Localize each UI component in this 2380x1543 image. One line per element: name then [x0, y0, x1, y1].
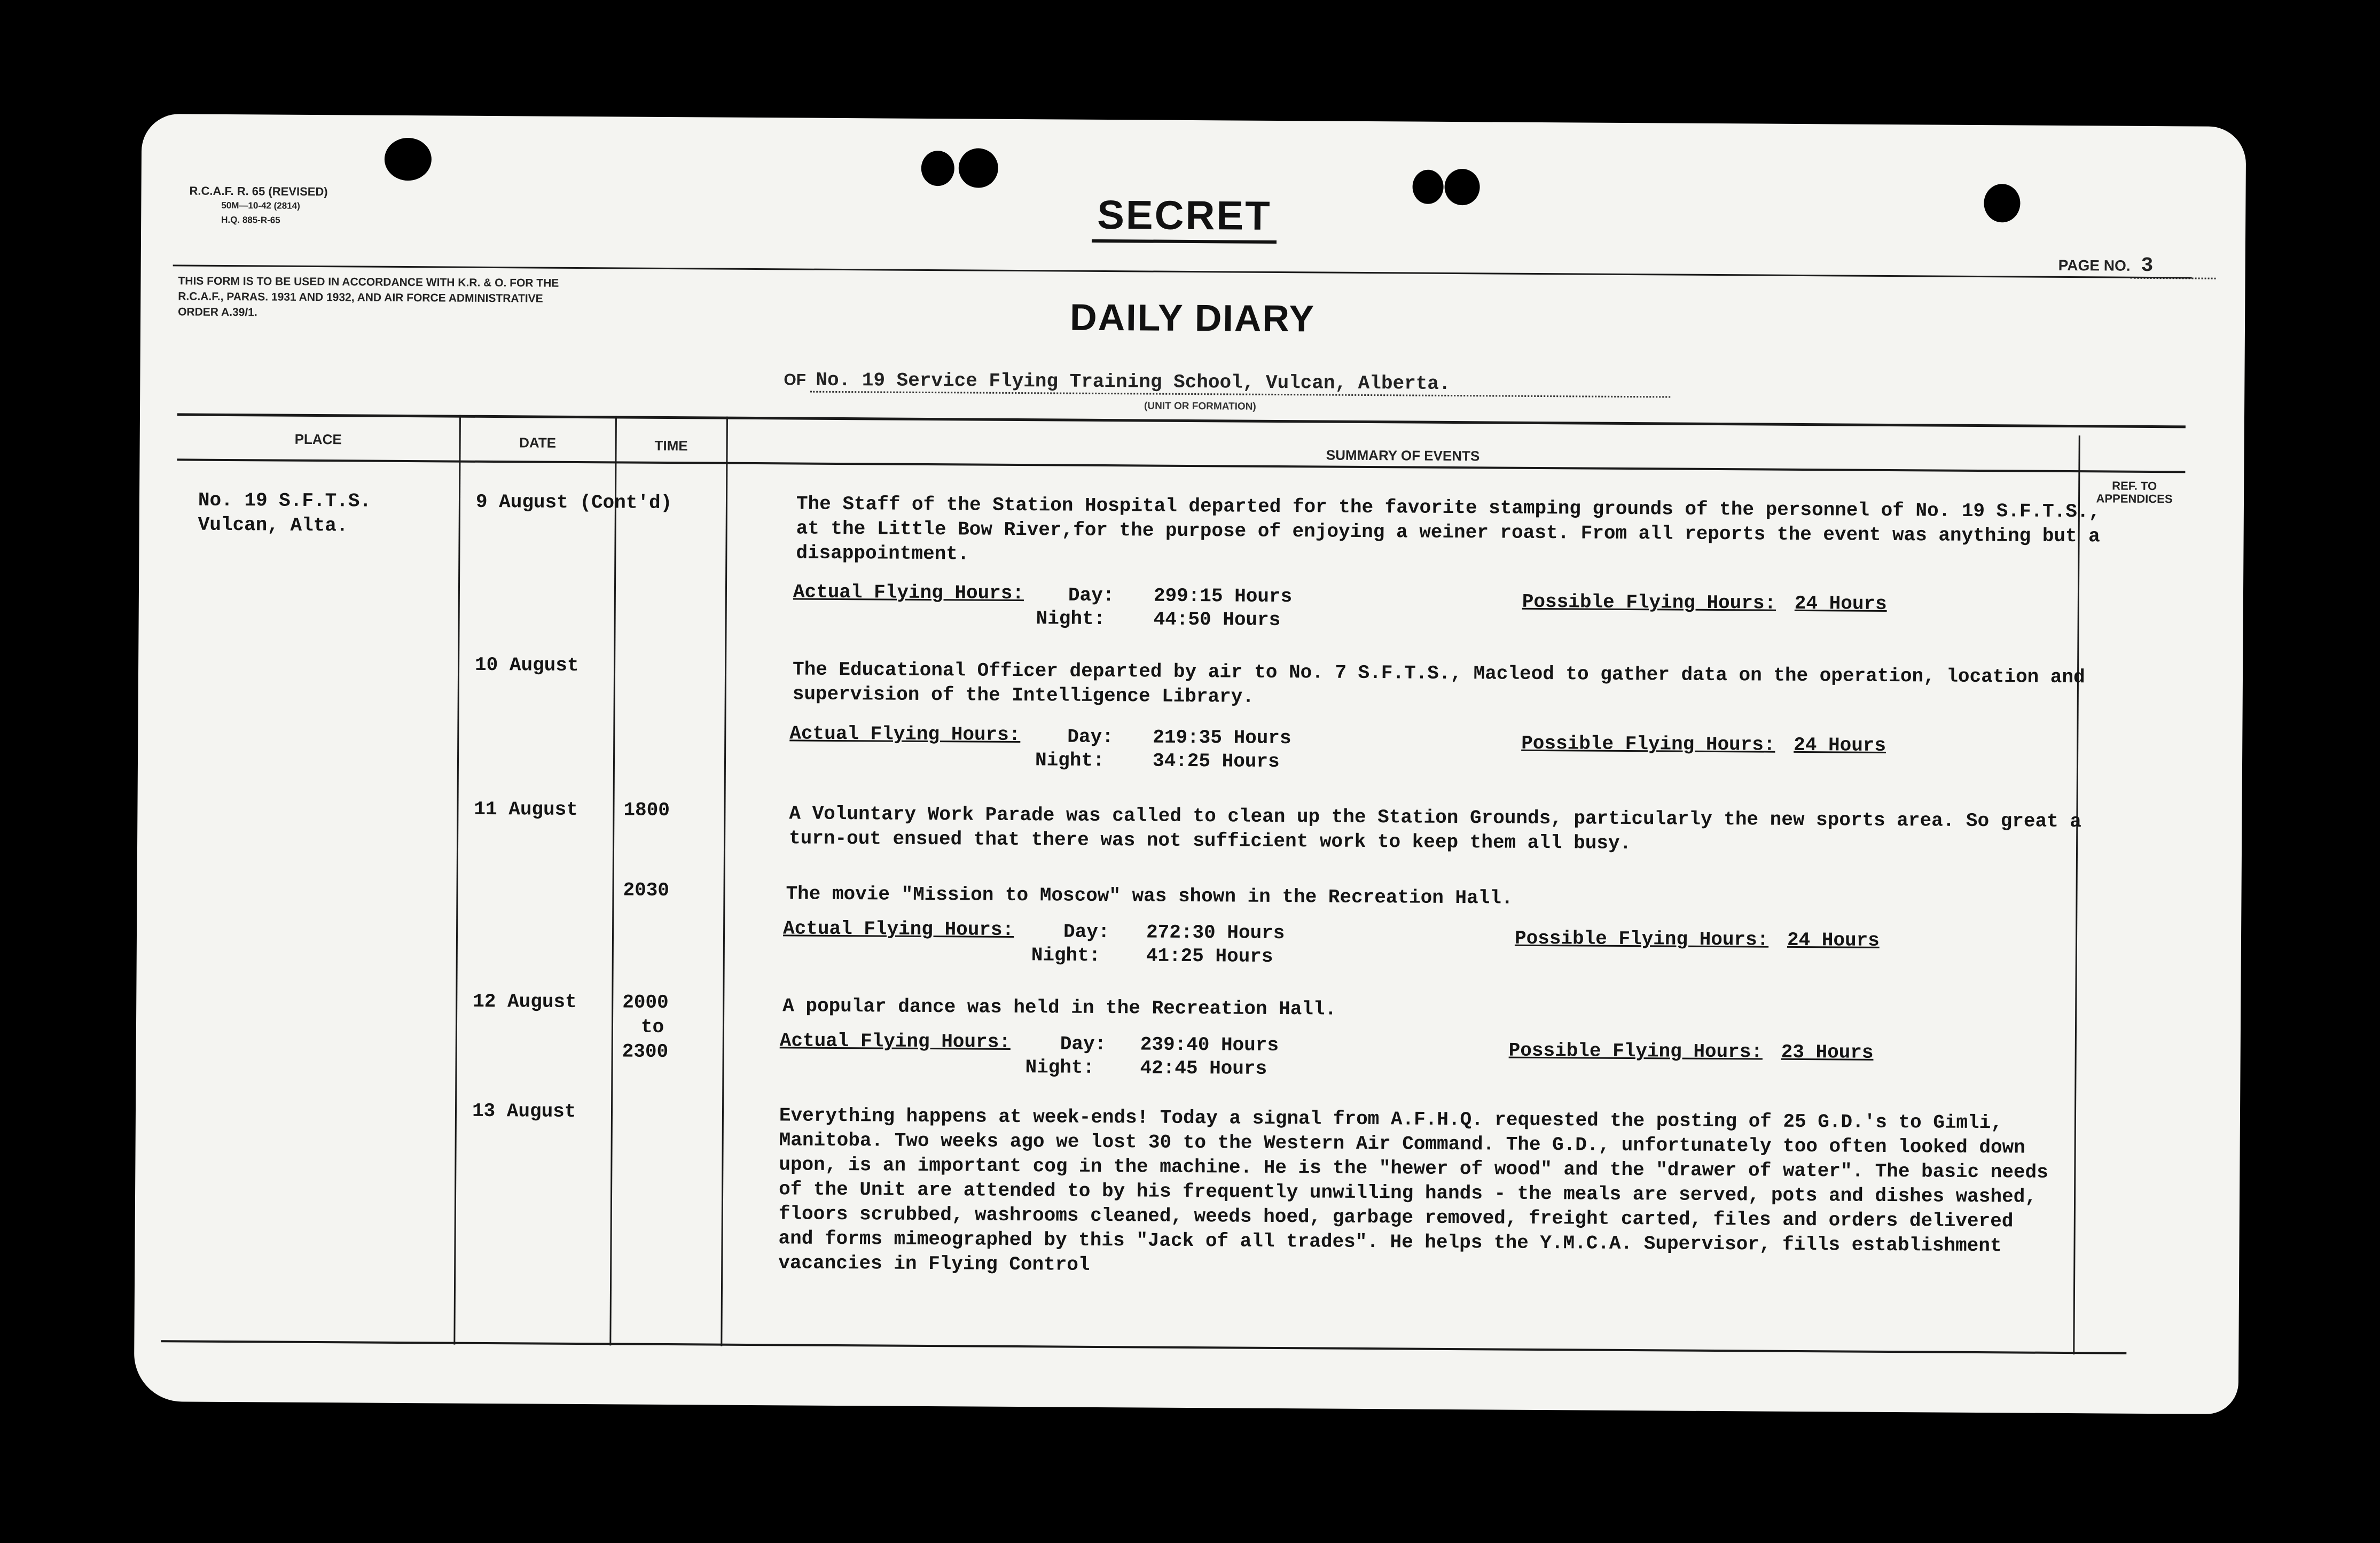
col-divider-date: [609, 416, 617, 1345]
actual-hours-label: Actual Flying Hours:: [782, 917, 1014, 941]
header-ref: REF. TO APPENDICES: [2096, 479, 2173, 506]
page-number-value: 3: [2130, 254, 2215, 279]
possible-hours: 23 Hours: [1781, 1041, 1874, 1064]
entry-work-parade: A Voluntary Work Parade was called to clean up the Station Grounds, particularly the new sports area. So great a turn-out ensued that there was not sufficient work to keep them all busy.: [789, 802, 2082, 855]
form-print-run: 50M—10-42 (2814): [221, 200, 300, 211]
header-date: DATE: [519, 434, 557, 451]
header-summary: SUMMARY OF EVENTS: [1326, 447, 1480, 464]
of-label: OF: [784, 371, 807, 389]
day-hours: 272:30 Hours: [1146, 921, 1285, 945]
place-line1: No. 19 S.F.T.S.: [198, 489, 372, 512]
night-hours: 34:25 Hours: [1152, 750, 1280, 773]
time-2030: 2030: [623, 879, 670, 902]
unit-caption: (UNIT OR FORMATION): [1144, 400, 1256, 412]
unit-name: No. 19 Service Flying Training School, Vulcan, Alberta.: [810, 369, 1670, 398]
date-11-august: 11 August: [474, 798, 578, 821]
form-hq-ref: H.Q. 885-R-65: [221, 214, 280, 225]
date-13-august: 13 August: [472, 1100, 576, 1123]
date-9-august: 9 August (Cont'd): [475, 490, 672, 515]
day-label: Day:: [1060, 1033, 1107, 1056]
night-hours: 41:25 Hours: [1146, 945, 1273, 968]
night-label: Night:: [1036, 607, 1106, 630]
entry-dance: A popular dance was held in the Recreation Hall.: [782, 995, 1337, 1020]
time-2000: 2000: [622, 991, 669, 1014]
night-label: Night:: [1025, 1056, 1095, 1079]
day-label: Day:: [1067, 726, 1114, 749]
date-12-august: 12 August: [473, 990, 577, 1013]
punch-hole: [959, 148, 998, 188]
punch-hole: [1444, 169, 1479, 205]
possible-hours-label: Possible Flying Hours:: [1522, 590, 1776, 614]
entry-general-duties: Everything happens at week-ends! Today a signal from A.F.H.Q. requested the posting of 25 G.D.'s to Gimli, Manitoba. Two weeks ago we lost 30 to the Western Air Command. The G.D., unfortunately too often looked down upon, is an important cog in the machine. He is the "hewer of wood" and the "drawer of water". The basic needs of the Unit are attended to by his frequently unwilling hands - the meals are served, pots and dishes washed, floors scrubbed, washrooms cleaned, weeds hoed, garbage removed, freight carted, files and orders delivered and forms mimeographed by this "Jack of all trades". He helps the Y.M.C.A. Supervisor, fills establishment vacancies in Flying Control: [778, 1104, 2048, 1276]
day-label: Day:: [1068, 584, 1115, 607]
diary-page: [134, 114, 2246, 1414]
night-label: Night:: [1035, 749, 1105, 772]
punch-hole: [921, 151, 954, 186]
form-usage-note: THIS FORM IS TO BE USED IN ACCORDANCE WITH K.R. & O. FOR THE R.C.A.F., PARAS. 1931 AND 1932, AND AIR FORCE ADMINISTRATIVE ORDER A.39/1.: [178, 275, 559, 319]
possible-hours-label: Possible Flying Hours:: [1514, 927, 1769, 951]
entry-movie: The movie "Mission to Moscow" was shown in the Recreation Hall.: [786, 883, 1513, 909]
actual-hours-label: Actual Flying Hours:: [779, 1030, 1011, 1053]
possible-hours: 24 Hours: [1794, 592, 1887, 615]
night-hours: 44:50 Hours: [1153, 608, 1281, 632]
place-line2: Vulcan, Alta.: [198, 513, 348, 537]
punch-hole: [385, 138, 432, 181]
possible-hours: 24 Hours: [1787, 929, 1880, 952]
page-title: DAILY DIARY: [1069, 296, 1316, 340]
col-divider-time: [721, 417, 728, 1346]
day-hours: 239:40 Hours: [1140, 1033, 1279, 1057]
possible-hours-label: Possible Flying Hours:: [1508, 1039, 1763, 1063]
page-number: [2058, 254, 2216, 279]
night-label: Night:: [1031, 944, 1101, 967]
actual-hours-label: Actual Flying Hours:: [789, 722, 1021, 746]
page-number-label: PAGE NO.: [2058, 256, 2131, 274]
day-label: Day:: [1063, 921, 1110, 944]
possible-hours-label: Possible Flying Hours:: [1521, 732, 1775, 756]
time-to: to: [640, 1016, 664, 1038]
entry-educational-officer: The Educational Officer departed by air to No. 7 S.F.T.S., Macleod to gather data on the operation, location and supervision of the Intelligence Library.: [792, 658, 2085, 708]
entry-hospital-roast: The Staff of the Station Hospital departed for the favorite stamping grounds of the personnel of No. 19 S.F.T.S., at the Little Bow River,for the purpose of enjoying a weiner roast. From all reports the event was anything but a disappointment.: [796, 493, 2101, 565]
classification-stamp: SECRET: [1092, 192, 1277, 244]
col-divider-place: [453, 415, 461, 1345]
form-identifier: [189, 184, 328, 228]
time-2300: 2300: [622, 1040, 669, 1063]
table-top-rule: [177, 413, 2186, 428]
punch-hole: [1412, 170, 1443, 204]
night-hours: 42:45 Hours: [1140, 1057, 1267, 1080]
punch-hole: [1984, 184, 2020, 222]
form-number: R.C.A.F. R. 65 (REVISED): [189, 184, 328, 199]
unit-line: [784, 369, 1670, 398]
day-hours: 299:15 Hours: [1153, 585, 1293, 608]
table-bottom-rule: [161, 1340, 2126, 1354]
actual-hours-label: Actual Flying Hours:: [793, 581, 1024, 605]
possible-hours: 24 Hours: [1794, 734, 1886, 757]
day-hours: 219:35 Hours: [1153, 726, 1291, 750]
header-time: TIME: [654, 437, 688, 454]
date-10-august: 10 August: [474, 653, 579, 677]
header-place: PLACE: [294, 431, 342, 448]
time-1800: 1800: [623, 799, 670, 822]
